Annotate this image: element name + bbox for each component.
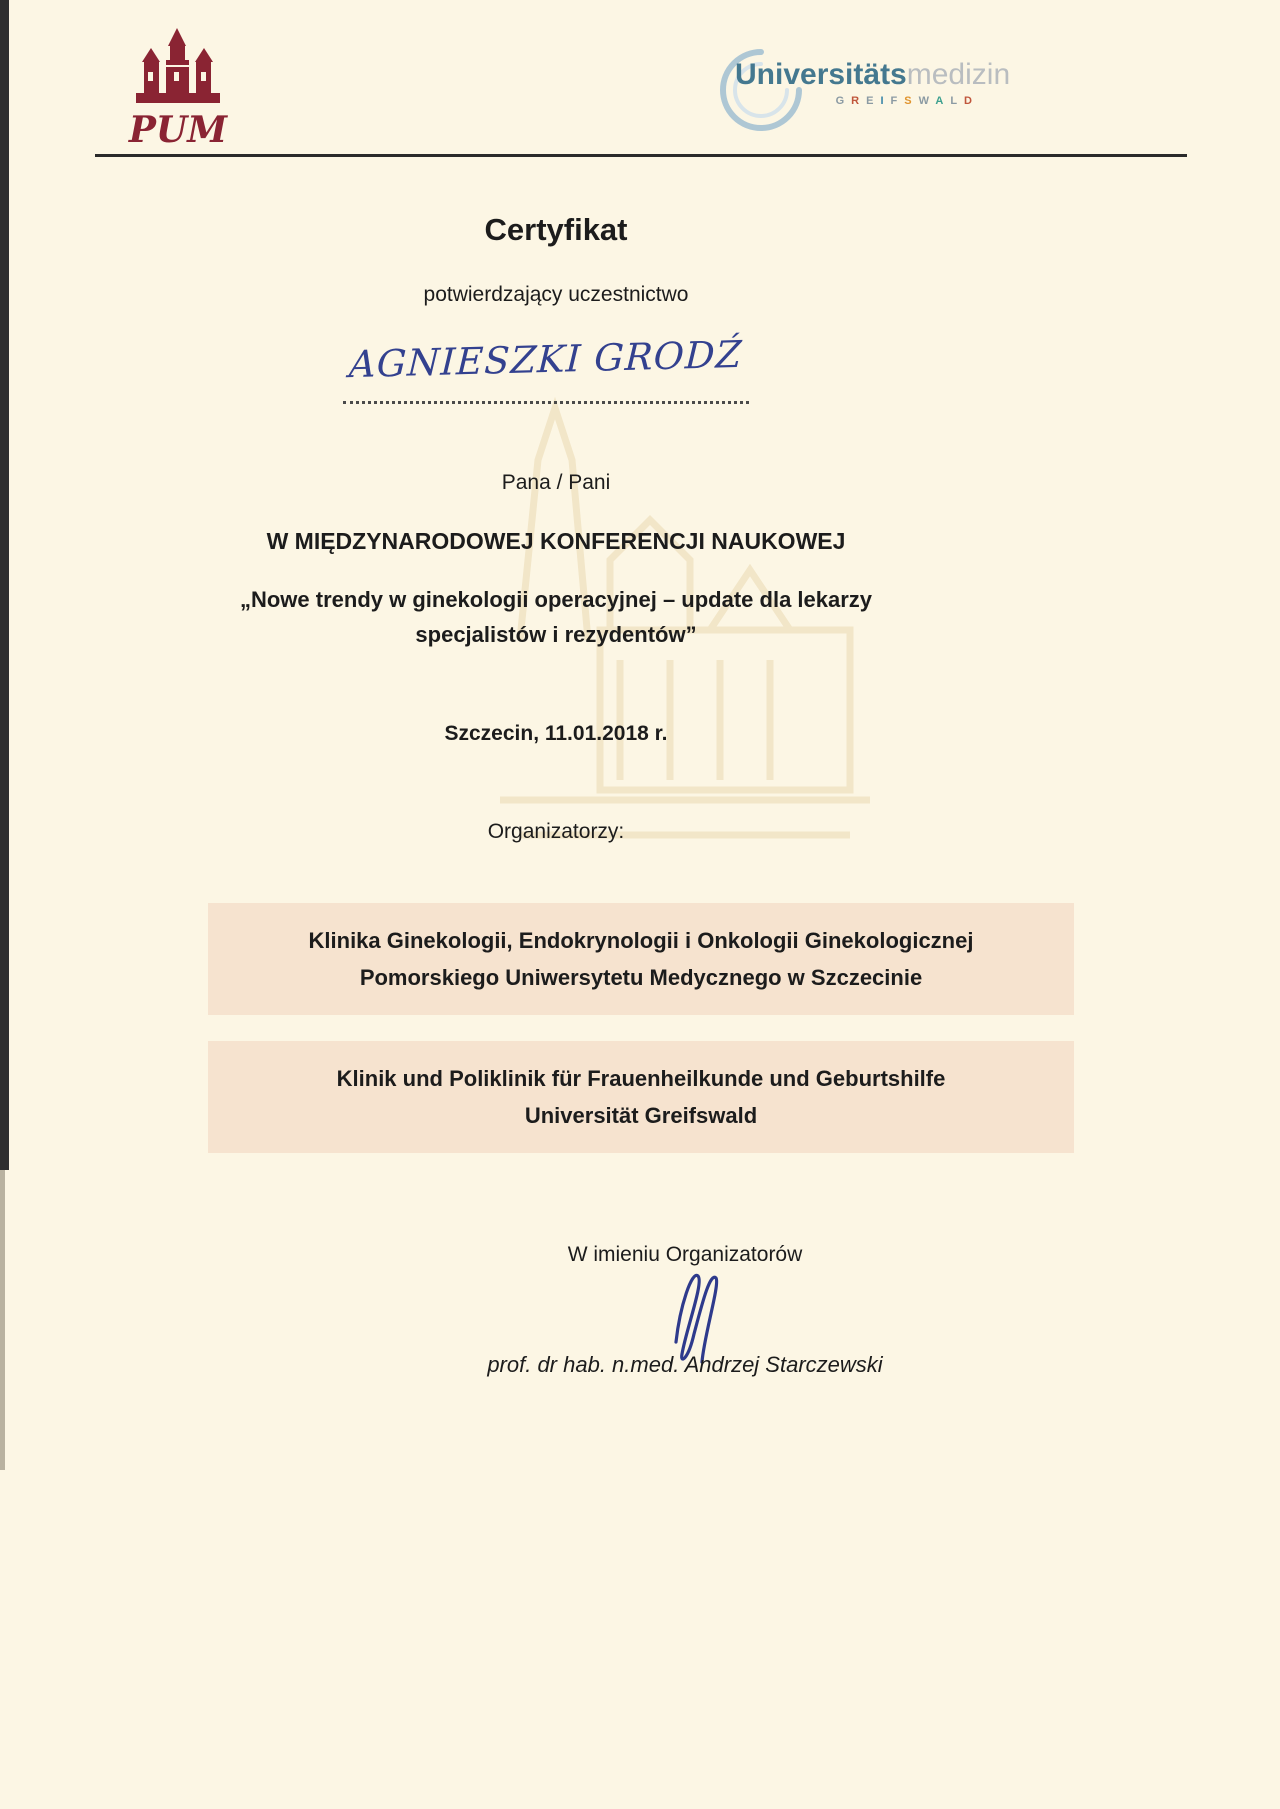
on-behalf-label: W imieniu Organizatorów	[567, 1243, 803, 1266]
header-divider	[95, 154, 1187, 157]
scan-edge-artifact-lower	[0, 1170, 5, 1470]
organizers-label: Organizatorzy:	[487, 820, 625, 843]
pum-castle-icon	[118, 26, 238, 154]
conference-header: W MIĘDZYNARODOWEJ KONFERENCJI NAUKOWEJ	[266, 528, 846, 554]
umg-wordmark-bold: Universitäts	[735, 58, 907, 91]
participant-name-line	[343, 332, 749, 404]
conference-title-line2: specjalistów i rezydentów”	[415, 622, 697, 647]
participant-name-handwritten: AGNIESZKI GRODŹ	[348, 332, 744, 387]
umg-wordmark-light: medizin	[906, 58, 1011, 91]
umg-logo	[735, 58, 1011, 128]
svg-text:PUM: PUM	[128, 109, 228, 151]
umg-wordmark	[735, 58, 1011, 92]
organizer-1-line1: Klinika Ginekologii, Endokrynologii i Onkologii Ginekologicznej	[308, 928, 974, 953]
certificate-title: Certyfikat	[484, 212, 628, 247]
conference-title-line1: „Nowe trendy w ginekologii operacyjnej – update dla lekarzy	[239, 587, 873, 612]
scan-edge-artifact	[0, 0, 9, 1170]
salutation: Pana / Pani	[501, 471, 611, 494]
organizer-2-line2: Universität Greifswald	[524, 1103, 758, 1128]
signature-handwritten	[656, 1262, 728, 1366]
organizer-2-line1: Klinik und Poliklinik für Frauenheilkunde und Geburtshilfe	[336, 1066, 946, 1091]
place-and-date: Szczecin, 11.01.2018 r.	[444, 722, 668, 745]
pum-logo	[118, 26, 238, 154]
organizer-block-2	[208, 1041, 1074, 1153]
signatory-name: prof. dr hab. n.med. Andrzej Starczewski	[487, 1352, 883, 1377]
certificate-subtitle: potwierdzający uczestnictwo	[423, 283, 689, 306]
organizer-1-line2: Pomorskiego Uniwersytetu Medycznego w Szczecinie	[359, 965, 923, 990]
umg-city: GREIFSWALD	[835, 95, 979, 107]
organizer-block-1	[208, 903, 1074, 1015]
